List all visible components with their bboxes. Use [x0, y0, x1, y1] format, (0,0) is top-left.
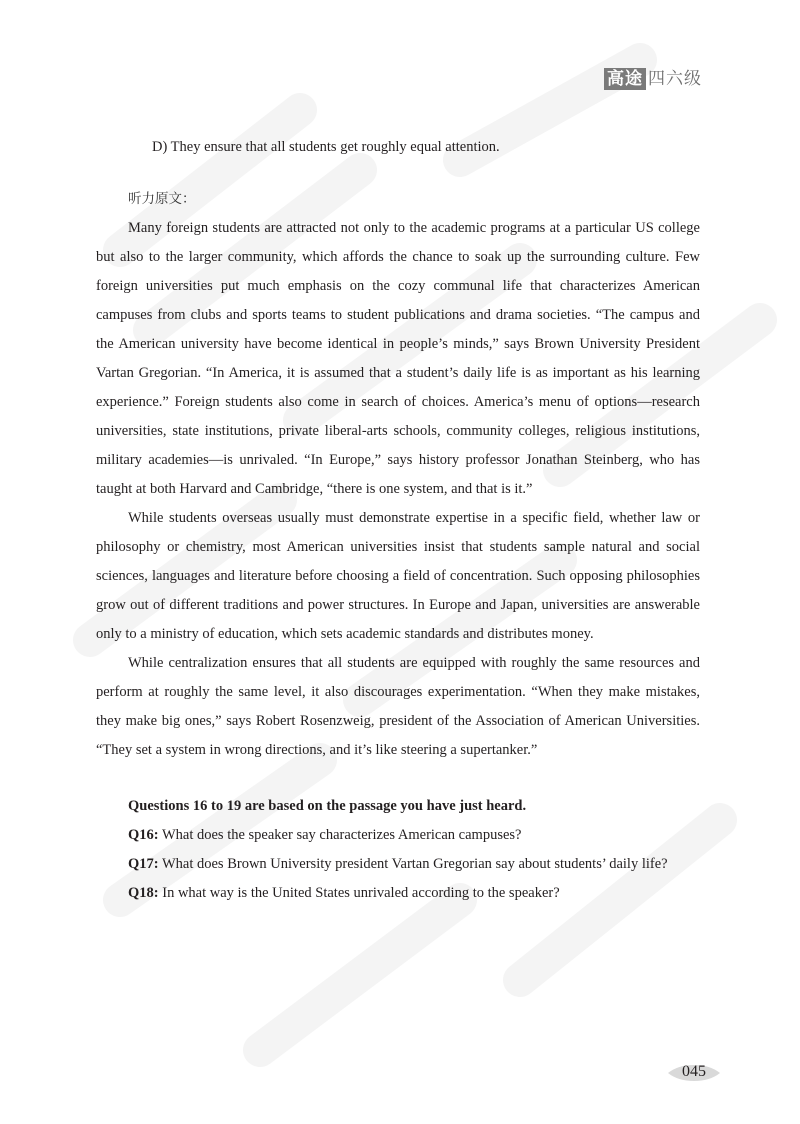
- questions-heading: Questions 16 to 19 are based on the passage you have just heard.: [128, 798, 527, 814]
- answer-option-d: D) They ensure that all students get roughly equal attention.: [152, 139, 500, 155]
- page-number: [668, 1062, 720, 1084]
- question-text: In what way is the United States unrivaled according to the speaker?: [158, 885, 560, 901]
- logo-text: 四六级: [648, 69, 702, 89]
- question-text: What does Brown University president Vartan Gregorian say about students’ daily life?: [158, 856, 668, 872]
- transcript-paragraph-3: While centralization ensures that all students are equipped with roughly the same resources and perform at roughly the same level, it also discourages experimentation. “When they make mistakes, they make big ones,” says Robert Rosenzweig, president of the Association of American Universities. “They set a system in wrong directions, and it’s like steering a supertanker.”: [96, 655, 700, 758]
- question-18: [96, 879, 700, 908]
- question-17: [82, 850, 700, 879]
- logo-box: 高途: [604, 68, 646, 90]
- question-label: Q17:: [128, 856, 159, 872]
- question-label: Q16:: [128, 827, 159, 843]
- header-logo: [604, 68, 702, 90]
- transcript-label: 听力原文：: [128, 191, 196, 207]
- transcript-paragraph-2: While students overseas usually must demonstrate expertise in a specific field, whether law or philosophy or chemistry, most American universities insist that students sample natural and social sciences, languages and literature before choosing a field of concentration. Such opposing philosophies grow out of different traditions and power structures. In Europe and Japan, universities are answerable only to a ministry of education, which sets academic standards and distributes money.: [96, 510, 700, 642]
- transcript-paragraph-1: Many foreign students are attracted not only to the academic programs at a particular US college but also to the larger community, which affords the chance to soak up the surrounding culture. Few foreign universities put much emphasis on the cozy communal life that characterizes American campuses from clubs and sports teams to student publications and drama societies. “The campus and the American university have become identical in people’s minds,” says Brown University President Vartan Gregorian. “In America, it is assumed that a student’s daily life is as important as his learning experience.” Foreign students also come in search of choices. America’s menu of options—research universities, state institutions, private liberal-arts schools, community colleges, religious institutions, military academies—is unrivaled. “In Europe,” says history professor Jonathan Steinberg, who has taught at both Harvard and Cambridge, “there is one system, and that is it.”: [96, 220, 700, 497]
- question-text: What does the speaker say characterizes American campuses?: [158, 827, 522, 843]
- document-body: [96, 133, 700, 908]
- page-number-text: 045: [682, 1063, 706, 1080]
- question-16: [96, 821, 700, 850]
- question-label: Q18:: [128, 885, 159, 901]
